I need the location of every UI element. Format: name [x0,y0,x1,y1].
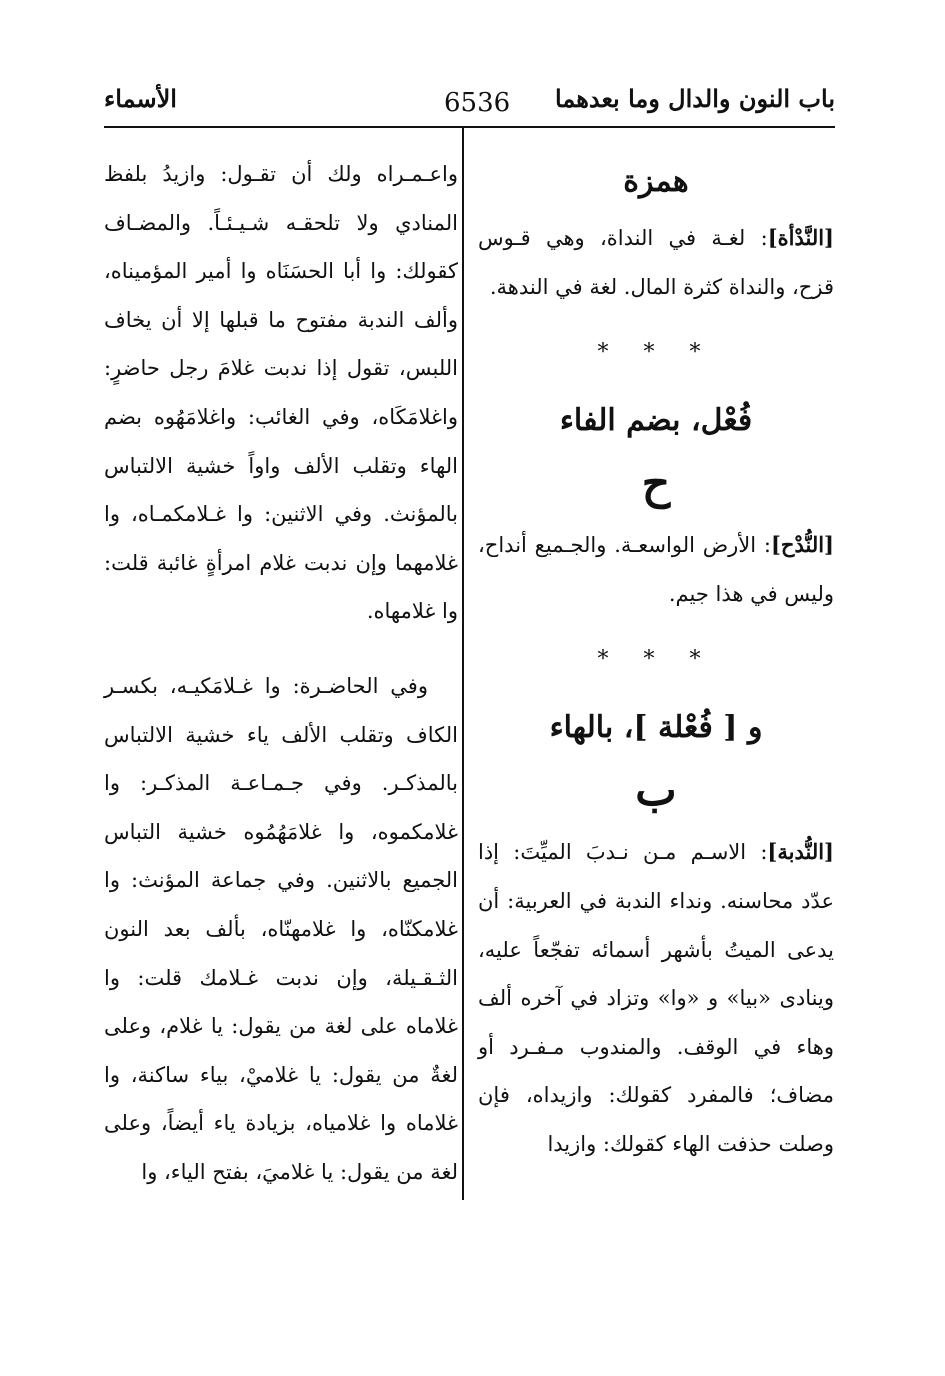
column-divider [462,128,464,1200]
letter-heading-ha: ح [641,458,671,510]
separator-stars: * * * [597,340,715,366]
chapter-title: باب النون والدال وما بعدهما [555,84,835,113]
paragraph: وفي الحاضـرة: وا غـلامَكيـه، بكسـر الكاف وتقلب الألف ياء خشية الالتباس بالمذكـر. وفي جـمـاعـة المذكـر: وا غلامكموه، وا غلامَهُمُوه خشية التباس الجميع بالاثنين. وفي جماعة المؤنث: وا غلامكنّاه، وا غلامهنّاه، بألف بعد النون الثـقـيلة، وإن ندبت غـلامك قلت: وا غلاماه على لغة من يقول: يا غلام، وعلى لغةٌ من يقول: يا غلاميْ، بياء ساكنة، وا غلاماه وا غلامياه، بزيادة ياء أيضاً، وعلى لغة من يقول: يا غلاميَ، بفتح الياء، وا [104,673,458,1184]
paragraph: واعـمـراه ولك أن تقـول: وازيدُ بلفظ المنادي ولا تلحقـه شـيـئـاً. والمضـاف كقولك: وا أبا الحسَنَاه وا أمير المؤميناه، وألف الندبة مفتوح ما قبلها إلا أن يخاف اللبس، تقول إذا ندبت غلامَ رجل حاضرٍ: واغلامَكَاه، وفي الغائب: واغلامَهُوه بضم الهاء وتقلب الألف واواً خشية الالتباس بالمؤنث. وفي الاثنين: وا غـلامكمـاه، وا غلامهما وإن ندبت غلام امرأةٍ غائبة قلت: وا غلامهاه. [104,162,458,624]
entry-term: [النُّدْح] [770,532,834,558]
right-column [478,150,834,1169]
entry-nadh [478,521,834,618]
heading-hamza: همزة [623,164,689,199]
heading-fuala: و [ فُعْلة ]، بالهاء [549,710,763,746]
page-header [104,78,835,128]
entry-nada [478,214,834,311]
heading-fuel: فُعْل، بضم الفاء [559,403,753,439]
page-number: 6536 [444,88,511,118]
left-column [104,150,458,1196]
entry-nudba [478,828,834,1168]
entry-term: [النَّدْأة] [767,225,834,250]
separator-stars: * * * [597,647,715,673]
entry-text: : الاسـم مـن نـدبَ الميِّتَ: إذا عدّد محاسنه. ونداء الندبة في العربية: أن يدعى الميتُ بأشهر أسمائه تفجّعاً عليه، وينادى «بيا» و «وا» وتزاد في آخره ألف وهاء في الوقف. والمندوب مـفـرد أو مضاف؛ فالمفرد كقولك: وازيداه، فإن وصلت حذفت الهاء كقولك: وازيدا [478,840,834,1156]
entry-term: [النُّدبة] [767,839,834,865]
letter-heading-ba: ب [635,765,677,817]
section-title: الأسماء [104,84,177,113]
entry-text: : الأرض الواسعـة. والجـميع أنداح، وليس في هذا جيم. [478,533,834,606]
entry-text: : لغـة في النداة، وهي قـوس قزح، والنداة كثرة المال. لغة في الندهة. [478,226,834,299]
